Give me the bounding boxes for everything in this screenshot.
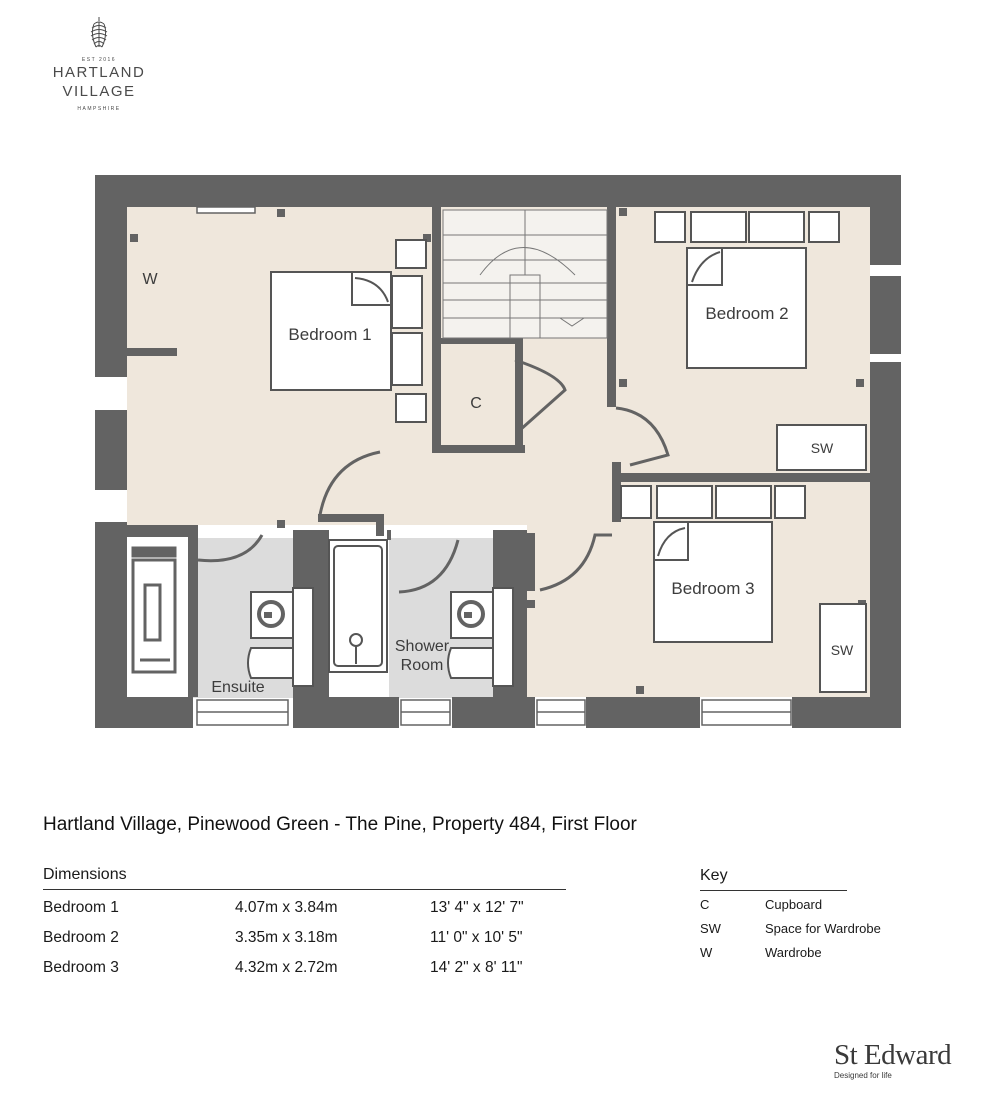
- label-shower-line2: Room: [400, 657, 444, 674]
- dim-room: Bedroom 2: [43, 929, 119, 946]
- ensuite-fixtures: [248, 588, 313, 686]
- key-meaning: Cupboard: [765, 897, 823, 912]
- dim-imperial: 14' 2" x 8' 11": [430, 959, 523, 976]
- table-row: [43, 890, 566, 920]
- dim-metric: 3.35m x 3.18m: [235, 929, 338, 946]
- dimensions-table: [43, 866, 566, 980]
- key-code: SW: [700, 921, 721, 936]
- label-sw-bedroom3: SW: [830, 642, 854, 658]
- key-code: W: [700, 945, 713, 960]
- label-wardrobe: W: [142, 271, 158, 288]
- dim-metric: 4.32m x 2.72m: [235, 959, 338, 976]
- logo-county: HAMPSHIRE: [77, 106, 121, 112]
- label-sw-bedroom2: SW: [810, 440, 834, 456]
- label-ensuite: Ensuite: [211, 679, 265, 696]
- plan-title: Hartland Village, Pinewood Green - The Pine, Property 484, First Floor: [43, 814, 637, 835]
- key-legend: [700, 867, 900, 963]
- key-code: C: [700, 897, 710, 912]
- logo-name-line2: VILLAGE: [62, 83, 136, 100]
- key-meaning: Space for Wardrobe: [765, 921, 881, 936]
- dim-room: Bedroom 1: [43, 899, 119, 916]
- table-row: [43, 920, 566, 950]
- brand-tagline: Designed for life: [834, 1071, 892, 1080]
- key-meaning: Wardrobe: [765, 945, 822, 960]
- label-bedroom2: Bedroom 2: [705, 304, 789, 323]
- list-item: [700, 915, 900, 939]
- shower-room-fixtures: [448, 588, 513, 686]
- logo-name-line1: HARTLAND: [52, 64, 146, 81]
- dim-room: Bedroom 3: [43, 959, 119, 976]
- list-item: [700, 939, 900, 963]
- wardrobe-w: [133, 548, 175, 672]
- table-row: [43, 950, 566, 980]
- dim-imperial: 13' 4" x 12' 7": [430, 899, 524, 916]
- logo-est: EST 2016: [81, 57, 117, 63]
- label-bedroom3: Bedroom 3: [671, 579, 755, 598]
- label-cupboard: C: [470, 395, 482, 412]
- list-item: [700, 891, 900, 915]
- dim-imperial: 11' 0" x 10' 5": [430, 929, 523, 946]
- dimensions-heading: Dimensions: [43, 866, 566, 890]
- key-heading: Key: [700, 867, 847, 891]
- label-shower-line1: Shower: [394, 638, 450, 655]
- dim-metric: 4.07m x 3.84m: [235, 899, 338, 916]
- st-edward-logo: [834, 1040, 964, 1080]
- bathtub: [329, 540, 387, 672]
- brand-name: St Edward: [834, 1039, 952, 1071]
- label-bedroom1: Bedroom 1: [288, 325, 372, 344]
